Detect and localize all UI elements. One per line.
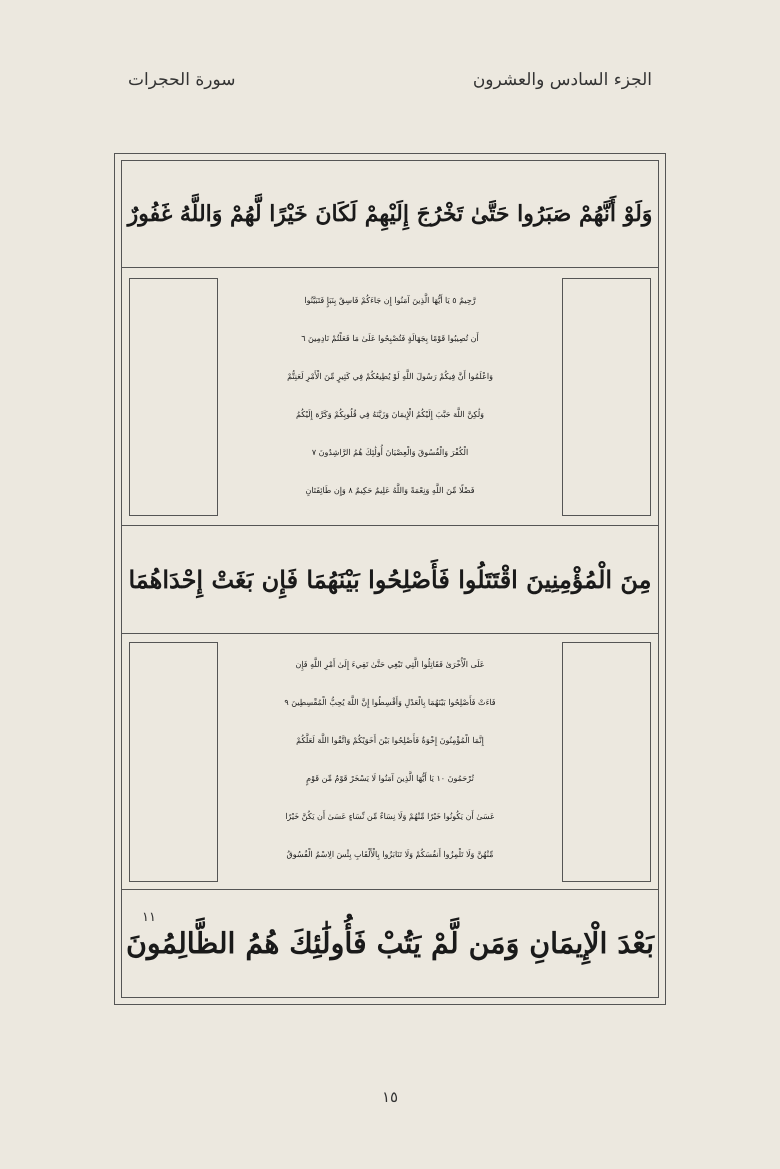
- page-number: ١٥: [381, 1088, 399, 1106]
- verse-line: فَاءَتْ فَأَصْلِحُوا بَيْنَهُمَا بِالْعَدْلِ وَأَقْسِطُوا إِنَّ اللَّهَ يُحِبُّ الْمُقْسِطِينَ ٩: [284, 698, 496, 707]
- band-text: وَلَوْ أَنَّهُمْ صَبَرُوا حَتَّىٰ تَخْرُجَ إِلَيْهِمْ لَكَانَ خَيْرًا لَّهُمْ وَاللَّهُ غَفُورٌ: [127, 201, 653, 227]
- verse-line: الْكُفْرَ وَالْفُسُوقَ وَالْعِصْيَانَ أُولَٰئِكَ هُمُ الرَّاشِدُونَ ٧: [311, 448, 469, 457]
- verse-line: وَاعْلَمُوا أَنَّ فِيكُمْ رَسُولَ اللَّهِ لَوْ يُطِيعُكُمْ فِي كَثِيرٍ مِّنَ الْأَمْرِ لَعَنِتُّمْ: [287, 372, 493, 381]
- verse-line: عَسَىٰ أَن يَكُونُوا خَيْرًا مِّنْهُمْ وَلَا نِسَاءٌ مِّن نِّسَاءٍ عَسَىٰ أَن يَكُنَّ خَيْرًا: [285, 812, 495, 821]
- calligraphy-band-bottom: [121, 890, 659, 997]
- verse-lines: [233, 646, 547, 874]
- surah-header: سورة الحجرات: [128, 70, 236, 90]
- margin-panel-left: [129, 642, 218, 882]
- verse-line: أَن تُصِيبُوا قَوْمًا بِجَهَالَةٍ فَتُصْبِحُوا عَلَىٰ مَا فَعَلْتُمْ نَادِمِينَ ٦: [301, 334, 479, 343]
- band-text: مِنَ الْمُؤْمِنِينَ اقْتَتَلُوا فَأَصْلِحُوا بَيْنَهُمَا فَإِن بَغَتْ إِحْدَاهُمَا: [128, 564, 652, 594]
- margin-panel-right: [562, 642, 651, 882]
- verse-block-1: [121, 268, 659, 526]
- calligraphy-band-top: [121, 161, 659, 268]
- verse-line: مِّنْهُنَّ وَلَا تَلْمِزُوا أَنفُسَكُمْ وَلَا تَنَابَزُوا بِالْأَلْقَابِ بِئْسَ الِاسْمُ الْفُسُوقُ: [286, 850, 494, 859]
- verse-line: عَلَى الْأُخْرَىٰ فَقَاتِلُوا الَّتِي تَبْغِي حَتَّىٰ تَفِيءَ إِلَىٰ أَمْرِ اللَّهِ فَإِن: [295, 660, 485, 669]
- ayah-number-marker: ١١: [142, 910, 156, 925]
- calligraphy-band-middle: [121, 526, 659, 634]
- verse-lines: [233, 282, 547, 510]
- verse-line: وَلَٰكِنَّ اللَّهَ حَبَّبَ إِلَيْكُمُ الْإِيمَانَ وَزَيَّنَهُ فِي قُلُوبِكُمْ وَكَرَّهَ إِلَيْكُمُ: [295, 410, 485, 419]
- verse-line: تُرْحَمُونَ ١٠ يَا أَيُّهَا الَّذِينَ آمَنُوا لَا يَسْخَرْ قَوْمٌ مِّن قَوْمٍ: [306, 774, 474, 783]
- margin-panel-left: [129, 278, 218, 516]
- verse-block-2: [121, 634, 659, 890]
- verse-line: رَّحِيمٌ ٥ يَا أَيُّهَا الَّذِينَ آمَنُوا إِن جَاءَكُمْ فَاسِقٌ بِنَبَإٍ فَتَبَيَّنُوا: [304, 296, 476, 305]
- margin-panel-right: [562, 278, 651, 516]
- verse-line: إِنَّمَا الْمُؤْمِنُونَ إِخْوَةٌ فَأَصْلِحُوا بَيْنَ أَخَوَيْكُمْ وَاتَّقُوا اللَّهَ لَعَلَّكُمْ: [296, 736, 484, 745]
- verse-line: فَضْلًا مِّنَ اللَّهِ وَنِعْمَةً وَاللَّهُ عَلِيمٌ حَكِيمٌ ٨ وَإِن طَائِفَتَانِ: [305, 486, 475, 495]
- juz-header: الجزء السادس والعشرون: [472, 70, 652, 90]
- band-text: بَعْدَ الْإِيمَانِ وَمَن لَّمْ يَتُبْ فَأُولَٰئِكَ هُمُ الظَّالِمُونَ: [125, 926, 655, 961]
